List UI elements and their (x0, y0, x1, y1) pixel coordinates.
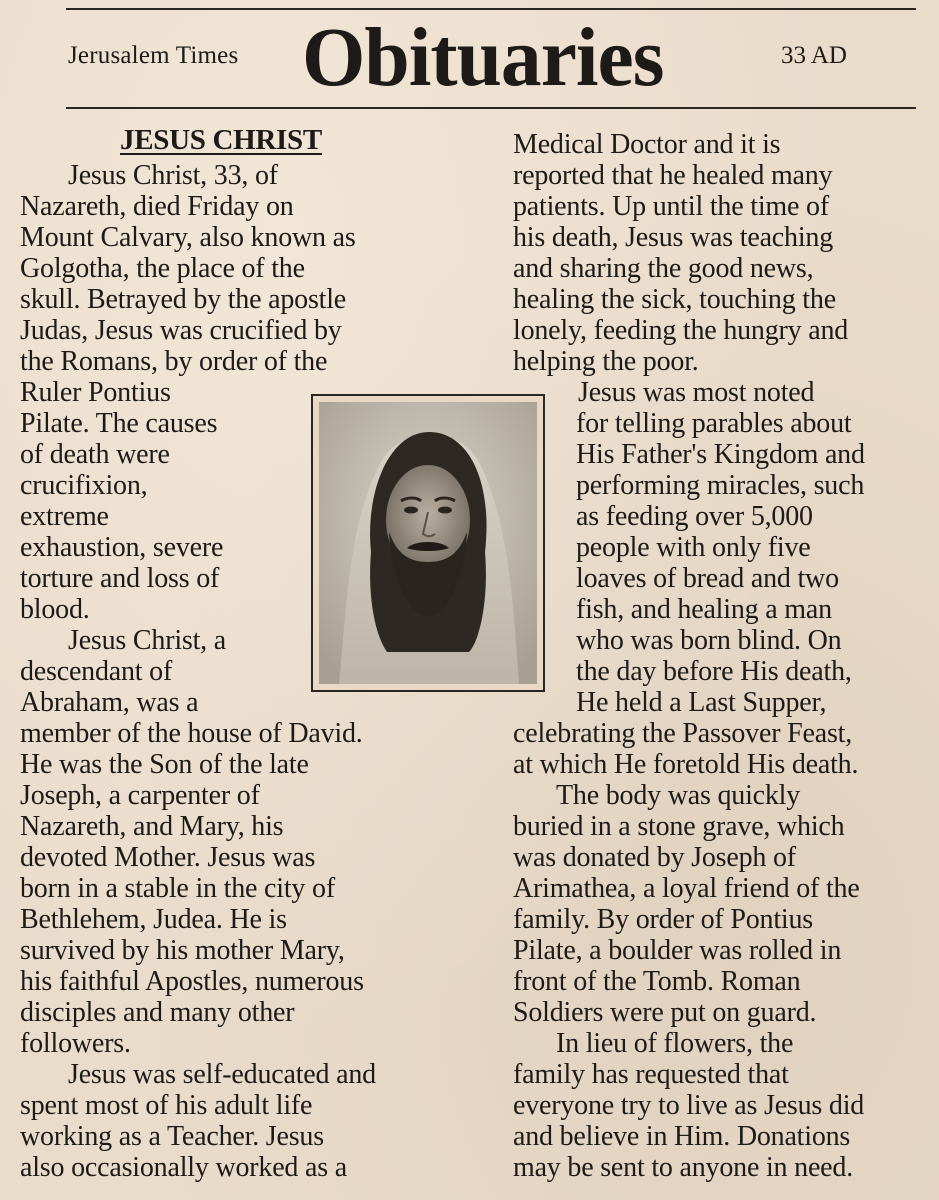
article-line: His Father's Kingdom and (576, 439, 865, 470)
article-line: celebrating the Passover Feast, (513, 718, 853, 749)
article-line: and believe in Him. Donations (513, 1121, 851, 1152)
article-line: Pilate. The causes (20, 408, 218, 439)
article-line: loaves of bread and two (576, 563, 839, 594)
article-line: Nazareth, and Mary, his (20, 811, 284, 842)
article-line: at which He foretold His death. (513, 749, 859, 780)
article-line: lonely, feeding the hungry and (513, 315, 849, 346)
article-line: his death, Jesus was teaching (513, 222, 834, 253)
article-line: healing the sick, touching the (513, 284, 836, 315)
article-line: Soldiers were put on guard. (513, 997, 817, 1028)
article-line: Ruler Pontius (20, 377, 171, 408)
article-line: survived by his mother Mary, (20, 935, 345, 966)
article-line: torture and loss of (20, 563, 220, 594)
article-line: of death were (20, 439, 170, 470)
article-line: for telling parables about (576, 408, 852, 439)
article-line: family has requested that (513, 1059, 789, 1090)
article-line: front of the Tomb. Roman (513, 966, 801, 997)
article-line: Judas, Jesus was crucified by (20, 315, 342, 346)
article-line: exhaustion, severe (20, 532, 224, 563)
article-line: also occasionally worked as a (20, 1152, 347, 1183)
article-line: crucifixion, (20, 470, 148, 501)
article-line: everyone try to live as Jesus did (513, 1090, 865, 1121)
article-line: performing miracles, such (576, 470, 865, 501)
article-line: followers. (20, 1028, 131, 1059)
article-line: helping the poor. (513, 346, 699, 377)
article-line: people with only five (576, 532, 811, 563)
portrait-photo-frame (311, 394, 545, 692)
article-line: Arimathea, a loyal friend of the (513, 873, 860, 904)
article-line: disciples and many other (20, 997, 295, 1028)
article-line: devoted Mother. Jesus was (20, 842, 316, 873)
article-line: was donated by Joseph of (513, 842, 796, 873)
article-line: family. By order of Pontius (513, 904, 813, 935)
article-line: Bethlehem, Judea. He is (20, 904, 287, 935)
article-line: Jesus was most noted (578, 377, 815, 408)
article-line: member of the house of David. (20, 718, 363, 749)
article-line: fish, and healing a man (576, 594, 832, 625)
article-line: Abraham, was a (20, 687, 199, 718)
article-line: He was the Son of the late (20, 749, 309, 780)
article-line: the Romans, by order of the (20, 346, 328, 377)
article-line: and sharing the good news, (513, 253, 814, 284)
article-line: buried in a stone grave, which (513, 811, 845, 842)
article-line: Jesus Christ, a (68, 625, 227, 656)
article-line: Jesus was self-educated and (68, 1059, 376, 1090)
article-line: Jesus Christ, 33, of (68, 160, 278, 191)
article-line: In lieu of flowers, the (556, 1028, 794, 1059)
newspaper-name: Jerusalem Times (68, 42, 239, 69)
portrait-photo-icon (319, 402, 537, 684)
header-bottom-rule (66, 107, 916, 109)
section-title: Obituaries (302, 11, 664, 104)
article-line: his faithful Apostles, numerous (20, 966, 364, 997)
article-line: working as a Teacher. Jesus (20, 1121, 324, 1152)
article-line: Golgotha, the place of the (20, 253, 305, 284)
article-line: as feeding over 5,000 (576, 501, 813, 532)
article-line: descendant of (20, 656, 173, 687)
article-line: He held a Last Supper, (576, 687, 827, 718)
article-line: skull. Betrayed by the apostle (20, 284, 347, 315)
article-line: Mount Calvary, also known as (20, 222, 356, 253)
article-line: Nazareth, died Friday on (20, 191, 294, 222)
article-line: born in a stable in the city of (20, 873, 335, 904)
article-headline: JESUS CHRIST (120, 124, 322, 156)
article-line: The body was quickly (556, 780, 801, 811)
article-line: Pilate, a boulder was rolled in (513, 935, 842, 966)
article-line: Joseph, a carpenter of (20, 780, 260, 811)
article-line: who was born blind. On (576, 625, 842, 656)
issue-date: 33 AD (781, 42, 847, 69)
article-line: blood. (20, 594, 90, 625)
article-line: Medical Doctor and it is (513, 129, 781, 160)
article-line: the day before His death, (576, 656, 852, 687)
article-line: extreme (20, 501, 109, 532)
article-line: reported that he healed many (513, 160, 833, 191)
article-line: spent most of his adult life (20, 1090, 313, 1121)
article-line: patients. Up until the time of (513, 191, 829, 222)
article-line: may be sent to anyone in need. (513, 1152, 854, 1183)
portrait-photo (319, 402, 537, 684)
